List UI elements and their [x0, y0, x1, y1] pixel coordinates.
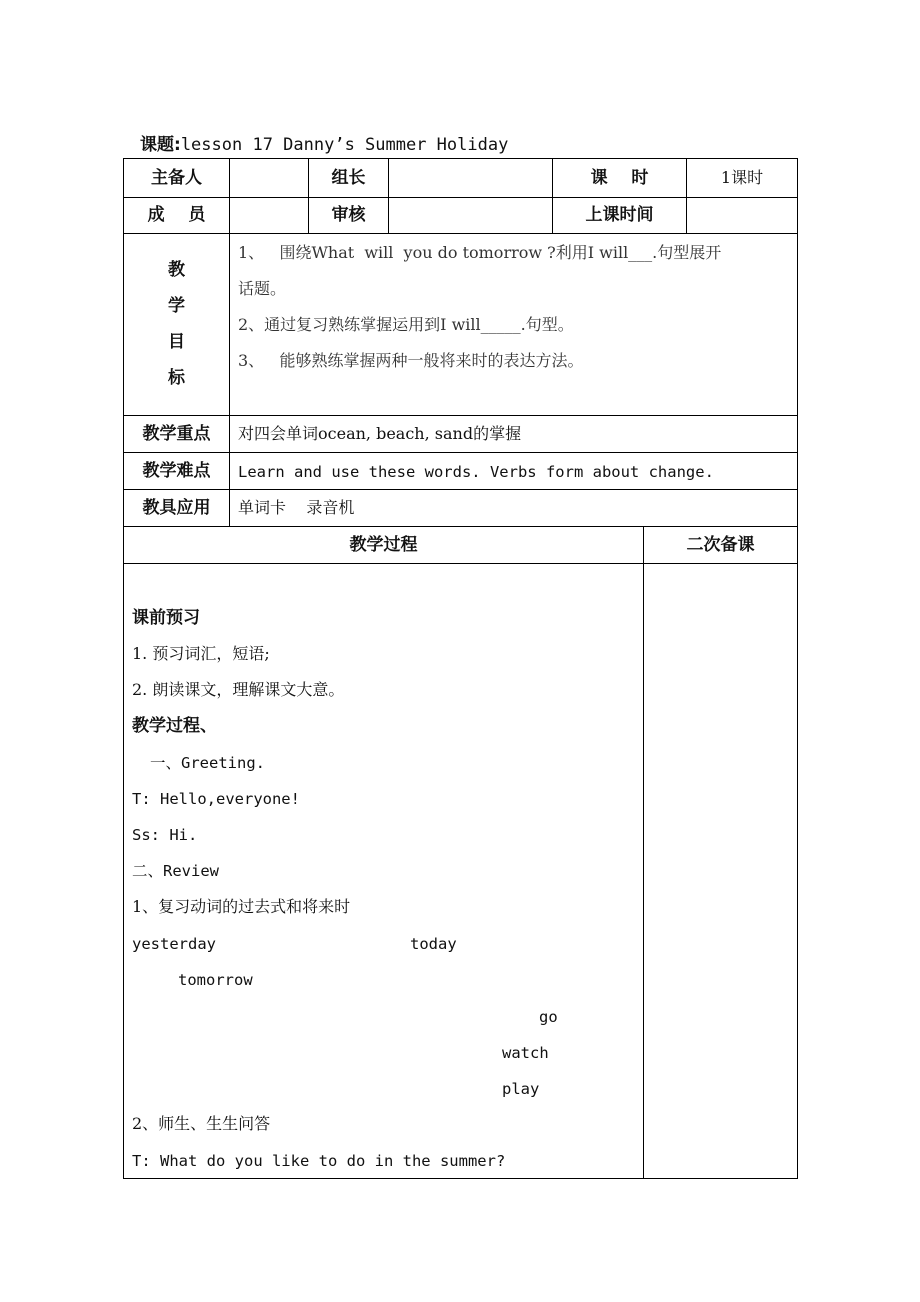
- objective-line: 2、通过复习熟练掌握运用到I will_____.句型。: [238, 315, 574, 334]
- objectives-label-char: 学: [168, 296, 185, 316]
- period-value: 1课时: [720, 168, 764, 187]
- table-border-top: [123, 158, 798, 159]
- preview-item: 2. 朗读课文，理解课文大意。: [132, 680, 345, 699]
- preparer-label: 主备人: [151, 168, 202, 188]
- preview-item: 1. 预习词汇，短语;: [132, 644, 270, 663]
- col-divider: [229, 158, 230, 526]
- members-label: 成 员: [147, 205, 206, 225]
- students-line: Ss: Hi.: [132, 826, 198, 844]
- difficulties-label: 教学难点: [142, 461, 211, 481]
- title-prefix: 课题:: [140, 135, 181, 155]
- word-play: play: [502, 1080, 540, 1098]
- period-label: 课 时: [590, 168, 649, 188]
- col-divider: [643, 526, 644, 1179]
- tools-label: 教具应用: [142, 498, 211, 518]
- objective-line: 1、 围绕What will you do tomorrow ?利用I will___.句型展开: [238, 243, 722, 262]
- row-divider: [123, 526, 798, 527]
- objectives-label-char: 标: [168, 368, 185, 388]
- row-divider: [123, 452, 798, 453]
- review-label: 审核: [331, 205, 366, 225]
- row-divider: [123, 197, 798, 198]
- table-border-bottom: [123, 1178, 798, 1179]
- row-divider: [123, 415, 798, 416]
- table-border-right: [797, 158, 798, 1179]
- step-greeting: 一、Greeting.: [150, 754, 265, 772]
- word-go: go: [539, 1008, 558, 1026]
- word-yesterday: yesterday: [132, 935, 216, 953]
- class-time-label: 上课时间: [585, 205, 654, 225]
- tools-value: 单词卡 录音机: [238, 498, 355, 517]
- word-tomorrow: tomorrow: [178, 971, 253, 989]
- teacher-question: T: What do you like to do in the summer?: [132, 1152, 506, 1170]
- preview-heading: 课前预习: [132, 608, 200, 628]
- review-item: 1、复习动词的过去式和将来时: [132, 897, 351, 916]
- step-review: 二、Review: [132, 862, 219, 880]
- difficulties-value: Learn and use these words. Verbs form about change.: [238, 463, 714, 481]
- objectives-label-char: 教: [168, 260, 185, 280]
- objective-line: 3、 能够熟练掌握两种一般将来时的表达方法。: [238, 351, 584, 370]
- table-border-left: [123, 158, 124, 1179]
- title-text: lesson 17 Danny’s Summer Holiday: [180, 135, 509, 155]
- row-divider: [123, 563, 798, 564]
- process-heading: 教学过程、: [132, 716, 217, 736]
- qa-heading: 2、师生、生生问答: [132, 1114, 271, 1133]
- process-header: 教学过程: [349, 535, 418, 555]
- word-watch: watch: [502, 1044, 549, 1062]
- objectives-label-char: 目: [168, 332, 185, 352]
- key-points-value: 对四会单词ocean, beach, sand的掌握: [238, 424, 522, 443]
- row-divider: [123, 489, 798, 490]
- leader-label: 组长: [331, 168, 366, 188]
- col-divider: [388, 158, 389, 233]
- key-points-label: 教学重点: [142, 424, 211, 444]
- second-prep-header: 二次备课: [686, 535, 755, 555]
- word-today: today: [410, 935, 457, 953]
- row-divider: [123, 233, 798, 234]
- teacher-line: T: Hello,everyone!: [132, 790, 300, 808]
- objective-line: 话题。: [238, 279, 287, 298]
